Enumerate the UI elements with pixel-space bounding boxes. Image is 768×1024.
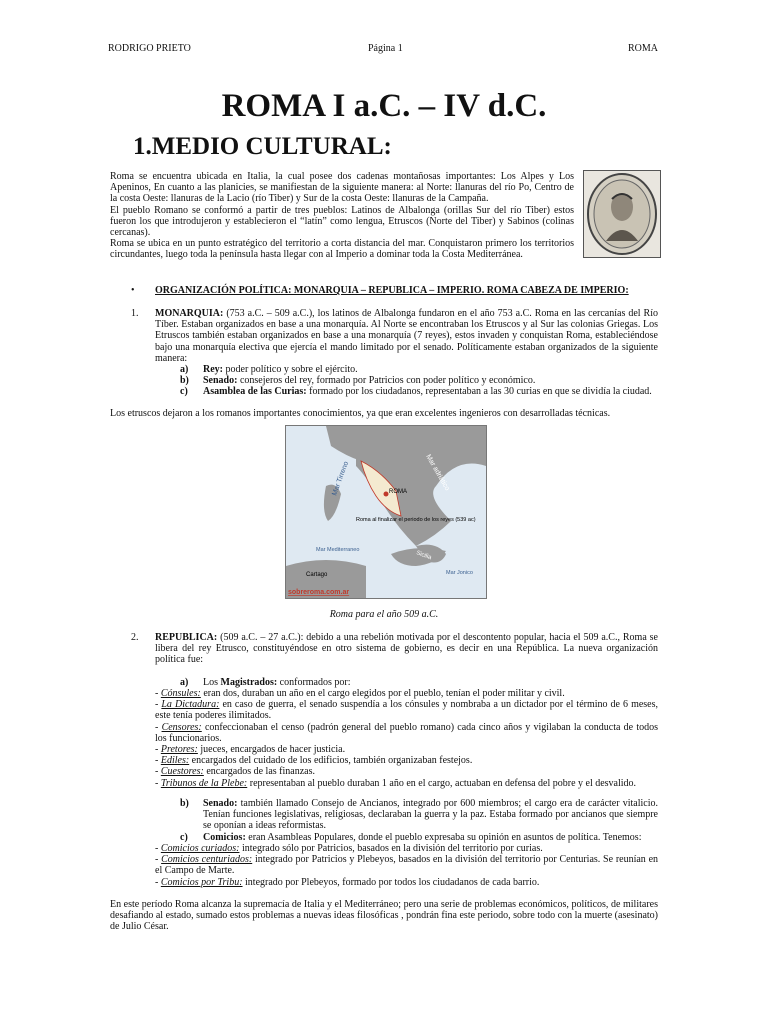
map-label-sicilia: Sicilia [415, 550, 433, 562]
header-author: RODRIGO PRIETO [108, 43, 191, 54]
intro-paragraph: Roma se encuentra ubicada en Italia, la cual posee dos cadenas montañosas importantes: Los Alpes y Los Apeninos, En cuanto a las planicies, se manifiestan de la siguiente manera: al Norte: llanuras del río Po, Centro de la costa Oeste: llanuras de la Lacio (río Tiber) y Sur de la costa Oeste: llanuras de la Campaña. [110, 171, 574, 205]
sub-letter: c) [180, 386, 188, 397]
map-label-roma: ROMA [389, 489, 407, 495]
map-label-roma-finalizar: Roma al finalizar el periodo de los reyes (539 ac) [356, 517, 476, 523]
list-item: - Censores: confeccionaban el censo (padrón general del pueblo romano) cada cinco años y vigilaban la conducta de todos los funcionarios. [155, 721, 658, 744]
republica-text: (509 a.C. – 27 a.C.): debido a una rebelión motivada por el descontento popular, hacia el 509 a.C., Roma se libera del rey Etrusco, constituyéndose en otro sistema de gobierno, es decir en una República. La nueva organización política fue: [155, 632, 658, 666]
etruscos-paragraph: Los etruscos dejaron a los romanos importantes conocimientos, ya que eran excelentes ingenieros con desarrolladas técnicas. [110, 408, 611, 419]
list-item: - Ediles: encargados del cuidado de los edificios, también organizaban festejos. [155, 755, 473, 767]
list-item: - Cuestores: encargados de las finanzas. [155, 766, 315, 778]
list-item: - Comicios centuriados: integrado por Patricios y Plebeyos, basados en la división del territorio por Centurias. Se reunían en el Campo de Marte. [155, 854, 659, 877]
header-page-number: Página 1 [368, 43, 403, 54]
sub-letter: b) [180, 375, 189, 386]
intro-text [110, 171, 574, 261]
list-item: - Comicios por Tribu: integrado por Plebeyos, formado por todos los ciudadanos de cada barrio. [155, 876, 540, 888]
intro-paragraph: Roma se ubica en un punto estratégico del territorio a corta distancia del mar. Conquistaron primero los territorios circundantes, luego toda la península hasta llegar con al Imperio a dominar toda la Costa Mediterránea. [110, 238, 574, 261]
comicios-list [155, 843, 658, 888]
monarquia-label: MONARQUIA: [155, 308, 224, 319]
item-number: 1. [131, 308, 139, 319]
republica-senado: Senado: también llamado Consejo de Ancianos, integrado por 600 miembros; el cargo era de carácter vitalicio. Tenían funciones legislativas, religiosas, declaraban la guerra y la paz. Estaba formado por ancianos que siempre se oponían a ideas reformistas. [203, 798, 658, 832]
map-caption: Roma para el año 509 a.C. [329, 609, 439, 620]
map-image [285, 425, 487, 599]
portrait-image [583, 170, 661, 258]
republica-paragraph [155, 632, 658, 666]
list-item: - Pretores: jueces, encargados de hacer justicia. [155, 744, 346, 756]
closing-paragraph: En este período Roma alcanza la supremacía de Italia y el Mediterráneo; pero una serie de problemas económicos, políticos, de militares desafiando al estado, sumado estos problemas a nuevas ideas filosóficas , pondrán fina este periodo, sobre todo con la muerte (asesinato) de Julio César. [110, 899, 658, 933]
magistrados-heading: Los Magistrados: conformados por: [203, 677, 351, 688]
list-item: - Tribunos de la Plebe: representaban al pueblo duraban 1 año en el cargo, actuaban en defensa del pobre y el desvalido. [155, 777, 637, 789]
map-label-mar-jonico: Mar Jonico [446, 570, 473, 576]
intro-paragraph: El pueblo Romano se conformó a partir de tres pueblos: Latinos de Albalonga (orillas Sur del río Tiber) estos fueron los que introdujeron y establecieron el “latín” como lengua, Etruscos (Norte del Tiber) y Sabinos (colinas cercanas). [110, 204, 574, 239]
sub-letter: a) [180, 364, 189, 375]
political-organization-heading: ORGANIZACIÓN POLÍTICA: MONARQUIA – REPUBLICA – IMPERIO. ROMA CABEZA DE IMPERIO: [155, 285, 629, 296]
magistrados-list [155, 688, 658, 789]
republica-comicios: Comicios: eran Asambleas Populares, donde el pueblo expresaba su opinión en asuntos de política. Tenemos: [203, 832, 642, 843]
section-title: MEDIO CULTURAL: [151, 133, 392, 160]
republica-label: REPUBLICA: [155, 632, 218, 643]
map-source-label: sobreroma.com.ar [288, 589, 350, 596]
map-label-cartago: Cartago [306, 572, 328, 578]
monarquia-item-rey: Rey: poder político y sobre el ejército. [203, 364, 358, 375]
section-number: 1. [133, 133, 152, 160]
monarquia-item-senado: Senado: consejeros del rey, formado por Patricios con poder político y económico. [203, 375, 536, 386]
map-label-mar-mediterraneo: Mar Mediterraneo [316, 547, 360, 553]
sub-letter: a) [180, 677, 189, 688]
document-title: ROMA I a.C. – IV d.C. [221, 88, 547, 124]
monarquia-item-curias: Asamblea de las Curias: formado por los ciudadanos, representaban a las 30 curias en que se dividía la ciudad. [203, 386, 652, 397]
list-item: - La Dictadura: en caso de guerra, el senado suspendía a los cónsules y nombraba a un dictador por el término de 6 meses, este tenía poderes ilimitados. [155, 699, 659, 722]
section-heading [133, 133, 392, 161]
map-label-mar-tirreno: Mar Tirreno [331, 460, 351, 497]
map-label-mar-adriatico: Mar adriático [424, 453, 451, 493]
sub-letter: c) [180, 832, 188, 843]
list-item: - Cónsules: eran dos, duraban un año en el cargo elegidos por el pueblo, tenían el poder militar y civil. [155, 688, 565, 699]
header-topic: ROMA [628, 43, 659, 54]
bullet-glyph: • [131, 285, 135, 296]
item-number: 2. [131, 632, 139, 643]
monarquia-text: (753 a.C. – 509 a.C.), los latinos de Albalonga fundaron en el año 753 a.C. Roma en las cercanías del Río Tíber. Estaban organizados en base a una monarquía. Al Norte se encontraban los Etruscos y al Sur las colonias Griegas. Los Etruscos también estaban organizados en base a una monarquía (7 reyes), estos invaden y conquistan Roma, estableciéndose bajo una monarquía electiva que ejercía el mando limitado por el senado. Políticamente estaban organizados de la siguiente manera: [155, 308, 658, 364]
monarquia-paragraph [155, 308, 658, 364]
list-item: - Comicios curiados: integrado sólo por Patricios, basados en la división del territorio por curias. [155, 843, 543, 854]
sub-letter: b) [180, 798, 189, 809]
